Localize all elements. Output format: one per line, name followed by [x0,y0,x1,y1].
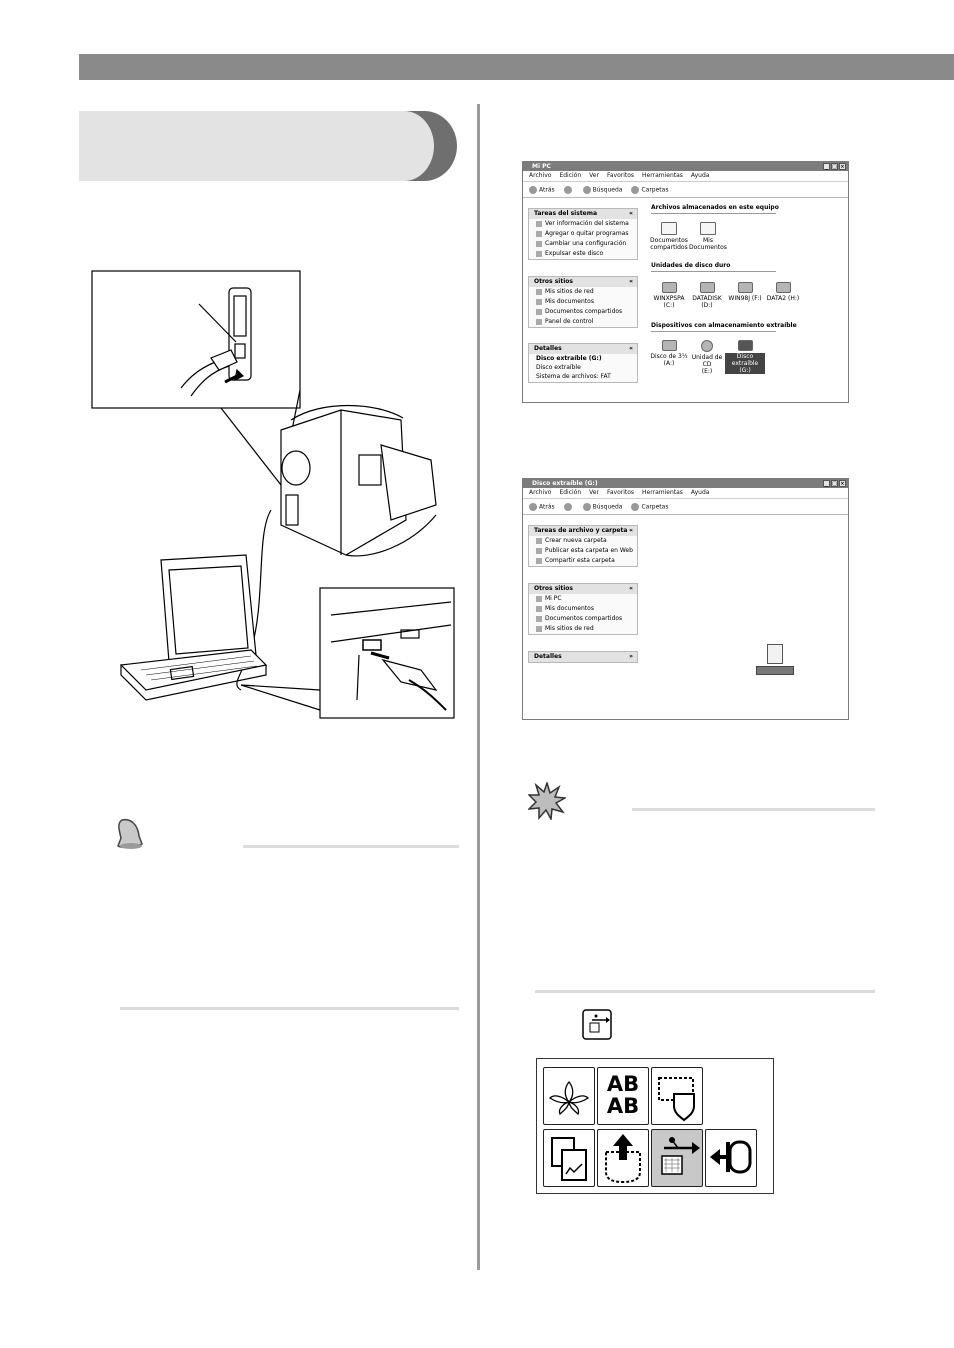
menu-bar [523,171,848,182]
pane-other-places [528,583,638,635]
place-link[interactable]: Mis sitios de red [529,287,637,297]
pane-details [528,343,638,383]
task-link[interactable]: Compartir esta carpeta [529,556,637,566]
task-link[interactable]: Agregar o quitar programas [529,229,637,239]
pane-header[interactable]: Detalles » [529,652,637,662]
section-underline [651,331,776,332]
pane-details [528,651,638,663]
file-icon [767,644,783,664]
section-underline [651,271,776,272]
frame-pattern-button[interactable] [651,1067,703,1125]
toolbar [523,182,848,198]
drive-a[interactable]: Disco de 3½ (A:) [649,340,689,367]
memo-rule-bottom [120,1007,459,1010]
machine-icon-panel [536,1058,774,1194]
usb-computer-button[interactable] [651,1129,703,1187]
task-link[interactable]: Crear nueva carpeta [529,536,637,546]
column-divider [477,104,480,1270]
search-icon [583,186,591,194]
cd-icon [701,340,713,352]
place-link[interactable]: Documentos compartidos [529,307,637,317]
return-icon [706,1130,756,1186]
forward-button[interactable] [564,503,574,511]
new-folder-icon [536,538,542,544]
important-rule-top [632,808,875,811]
settings-icon [536,241,542,247]
window-titlebar [523,479,848,488]
collapse-icon[interactable]: « [629,210,633,217]
memo-bell-icon [114,816,144,850]
usb-key-icon[interactable] [582,1009,612,1040]
menu-herramientas[interactable]: Herramientas [642,489,683,496]
floppy-icon [662,340,677,351]
detail-name: Disco extraíble (G:) [536,355,602,362]
hard-drive-icon [662,282,677,293]
back-button[interactable]: Atrás [529,186,555,194]
pane-header[interactable]: Detalles « [529,344,637,354]
pane-header[interactable]: Tareas de archivo y carpeta « [529,526,637,536]
folder-icon [700,222,716,235]
file-item[interactable] [756,644,794,675]
pocket-icon [598,1130,648,1186]
explorer-window-my-pc [522,161,849,403]
important-rule-bottom [535,990,875,993]
maximize-button[interactable]: □ [832,481,837,487]
drive-c[interactable]: WINXPSPA (C:) [649,282,689,309]
programs-icon [536,231,542,237]
menu-ver[interactable]: Ver [589,172,599,179]
maximize-button[interactable]: □ [832,164,837,170]
task-link[interactable]: Publicar esta carpeta en Web [529,546,637,556]
usb-connection-illustration [91,270,457,720]
shared-folder-icon [536,309,542,315]
drive-g-selected[interactable]: Disco extraíble (G:) [725,340,765,374]
place-link[interactable]: Mis documentos [529,297,637,307]
task-link[interactable]: Cambiar una configuración [529,239,637,249]
network-icon [536,289,542,295]
menu-archivo[interactable]: Archivo [529,489,552,496]
forward-button[interactable] [564,186,574,194]
menu-edicion[interactable]: Edición [559,489,582,496]
menu-archivo[interactable]: Archivo [529,172,552,179]
file-name-label [756,666,794,675]
documents-icon [536,606,542,612]
collapse-icon[interactable]: « [629,527,633,534]
menu-ayuda[interactable]: Ayuda [690,172,710,179]
important-starburst-icon [528,782,566,820]
machine-memory-icon [544,1130,594,1186]
folders-button[interactable]: Carpetas [631,503,668,511]
frame-pattern-icon [652,1068,702,1124]
section-stored-files: Archivos almacenados en este equipo [651,204,779,211]
pane-header[interactable]: Tareas del sistema « [529,209,637,219]
search-button[interactable]: Búsqueda [583,503,623,511]
drive-d[interactable]: DATADISK (D:) [687,282,727,309]
forward-arrow-icon [564,503,572,511]
drive-h[interactable]: DATA2 (H:) [763,282,803,302]
hard-drive-icon [776,282,791,293]
pane-system-tasks [528,208,638,260]
window-titlebar [523,162,848,171]
header-bar [79,54,954,80]
task-link[interactable]: Expulsar este disco [529,249,637,259]
machine-memory-button[interactable] [543,1129,595,1187]
drive-e[interactable]: Unidad de CD (E:) [687,340,727,375]
eject-icon [536,251,542,257]
menu-herramientas[interactable]: Herramientas [642,172,683,179]
shared-folder-icon [536,616,542,622]
pane-header[interactable]: Otros sitios « [529,584,637,594]
minimize-button[interactable]: _ [823,480,830,487]
alphabet-button[interactable] [597,1067,649,1125]
memo-rule-top [243,845,459,848]
alphabet-icon-line2: AB [606,1094,640,1118]
forward-arrow-icon [564,186,572,194]
place-link[interactable]: Documentos compartidos [529,614,637,624]
pane-file-folder-tasks [528,525,638,567]
folder-icon [631,186,639,194]
folder-icon [631,503,639,511]
info-icon [536,221,542,227]
window-title: Disco extraíble (G:) [532,480,598,487]
my-documents-folder[interactable]: Mis Documentos [688,222,728,251]
menu-favoritos[interactable]: Favoritos [606,489,635,496]
menu-bar [523,488,848,499]
place-link[interactable]: Mis sitios de red [529,624,637,634]
section-underline [651,213,776,214]
place-link[interactable]: Mi PC [529,594,637,604]
usb-computer-icon [652,1130,702,1186]
collapse-icon[interactable]: « [629,345,633,352]
collapse-icon[interactable]: « [629,585,633,592]
search-icon [583,503,591,511]
return-button[interactable] [705,1129,757,1187]
drive-f[interactable]: WIN98J (F:) [725,282,765,302]
minimize-button[interactable]: _ [823,163,830,170]
pane-other-places [528,276,638,328]
back-arrow-icon [529,186,537,194]
toolbar [523,499,848,515]
hard-drive-icon [738,282,753,293]
removable-disk-icon [738,340,753,351]
collapse-icon[interactable]: « [629,278,633,285]
web-publish-icon [536,548,542,554]
back-button[interactable]: Atrás [529,503,555,511]
menu-ayuda[interactable]: Ayuda [690,489,710,496]
embroidery-design-icon [544,1068,594,1124]
alphabet-icon-line1: AB [606,1072,640,1096]
pocket-button[interactable] [597,1129,649,1187]
task-link[interactable]: Ver información del sistema [529,219,637,229]
pane-header[interactable]: Otros sitios « [529,277,637,287]
place-link[interactable]: Panel de control [529,317,637,327]
folders-button[interactable]: Carpetas [631,186,668,194]
section-title-tab [79,111,457,181]
close-button[interactable]: × [840,481,845,487]
embroidery-design-button[interactable] [543,1067,595,1125]
close-button[interactable]: × [840,164,845,170]
explorer-window-removable-disk [522,478,849,720]
control-panel-icon [536,319,542,325]
network-icon [536,626,542,632]
share-icon [536,558,542,564]
section-hard-drives: Unidades de disco duro [651,262,731,269]
detail-type: Disco extraíble [536,364,581,371]
hard-drive-icon [700,282,715,293]
menu-favoritos[interactable]: Favoritos [606,172,635,179]
window-title: Mi PC [532,163,551,170]
detail-filesystem: Sistema de archivos: FAT [536,373,611,380]
computer-icon [536,596,542,602]
search-button[interactable]: Búsqueda [583,186,623,194]
section-removable: Dispositivos con almacenamiento extraíble [651,322,797,329]
menu-edicion[interactable]: Edición [559,172,582,179]
back-arrow-icon [529,503,537,511]
place-link[interactable]: Mis documentos [529,604,637,614]
shared-documents-folder[interactable]: Documentos compartidos [649,222,689,251]
expand-icon[interactable]: » [629,653,633,660]
folder-icon [661,222,677,235]
documents-icon [536,299,542,305]
menu-ver[interactable]: Ver [589,489,599,496]
